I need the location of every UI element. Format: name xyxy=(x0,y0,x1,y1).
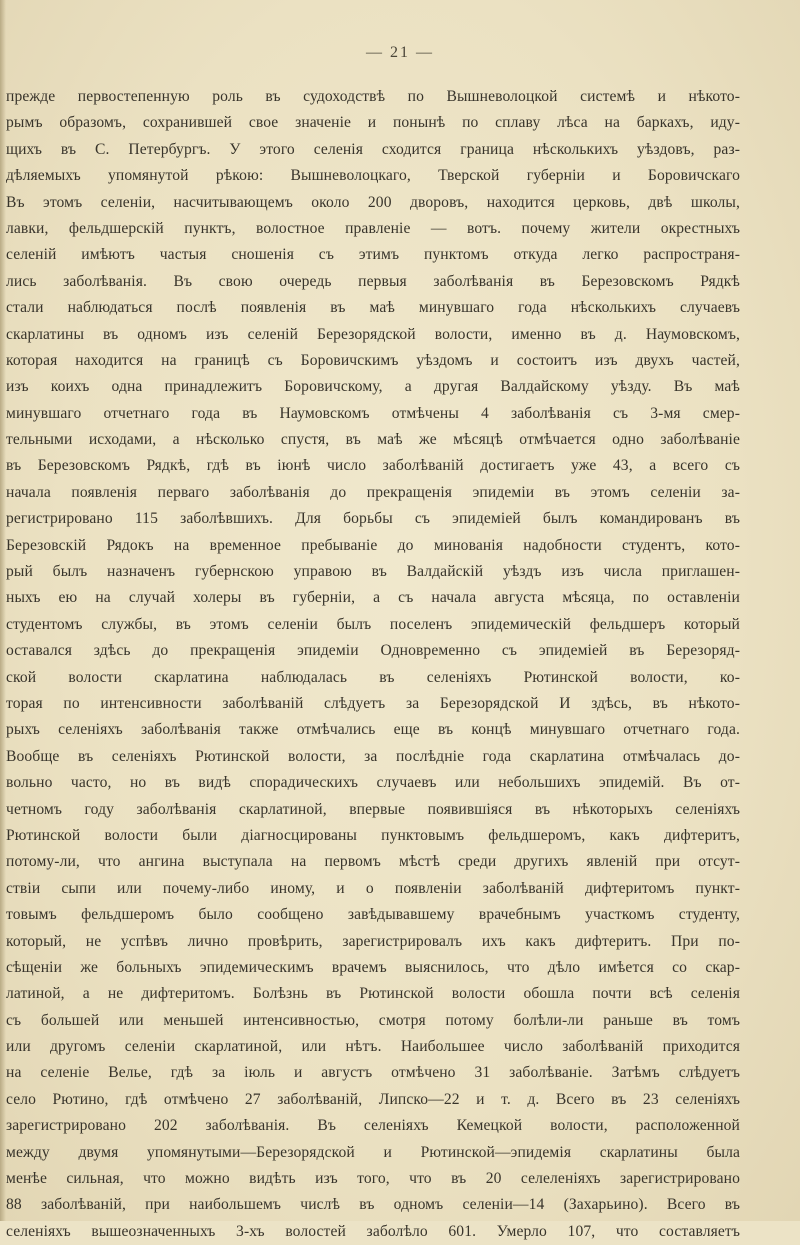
text-line: зарегистрировано 202 заболѣванія. Въ селеніяхъ Кемецкой волости, расположенной xyxy=(6,1117,740,1135)
text-line: скарлатины въ одномъ изъ селеній Березорядской волости, именно въ д. Наумовскомъ, xyxy=(6,325,740,343)
text-line: рый былъ назначенъ губернскою управою въ Валдайскій уѣздъ изъ числа приглашен- xyxy=(6,563,740,581)
text-line: ныхъ ею на случай холеры въ губерніи, а съ начала августа мѣсяца, по оставленіи xyxy=(6,589,740,607)
text-line: стали наблюдаться послѣ появленія въ маѣ минувшаго года нѣсколькихъ случаевъ xyxy=(6,299,740,317)
text-line: дѣляемыхъ упомянутой рѣкою: Вышневолоцкаго, Тверской губерніи и Боровичскаго xyxy=(6,167,740,185)
text-line: съ большей или меньшей интенсивностью, смотря потому болѣли-ли раньше въ томъ xyxy=(6,1011,740,1029)
text-line: или другомъ селеніи скарлатиной, или нѣтъ. Наибольшее число заболѣваній приходится xyxy=(6,1038,740,1056)
text-line: Березовскій Рядокъ на временное пребываніе до минованія надобности студентъ, кото- xyxy=(6,536,740,554)
page-number: — 21 — xyxy=(366,44,434,61)
text-line: щихъ въ С. Петербургъ. У этого селенія сходится граница нѣсколькихъ уѣздовъ, раз- xyxy=(6,140,740,158)
text-line: рымъ образомъ, сохранившей свое значеніе и понынѣ по сплаву лѣса на баркахъ, иду- xyxy=(6,114,740,132)
text-line: ствіи сыпи или почему-либо иному, и о появленіи заболѣваній дифтеритомъ пункт- xyxy=(6,879,740,897)
text-line: который, не успѣвъ лично провѣрить, зарегистрировалъ ихъ какъ дифтеритъ. При по- xyxy=(6,932,740,950)
text-line: рыхъ селеніяхъ заболѣванія также отмѣчались еще въ концѣ минувшаго отчетнаго года. xyxy=(6,721,740,739)
text-line: село Рютино, гдѣ отмѣчено 27 заболѣваній, Липско—22 и т. д. Всего въ 23 селеніяхъ xyxy=(6,1090,740,1108)
text-line: минувшаго отчетнаго года въ Наумовскомъ отмѣчены 4 заболѣванія съ 3-мя смер- xyxy=(6,404,740,422)
text-line: студентомъ службы, въ этомъ селеніи былъ поселенъ эпидемическій фельдшеръ который xyxy=(6,615,740,633)
text-line: лись заболѣванія. Въ свою очередь первыя заболѣванія въ Березовскомъ Рядкѣ xyxy=(6,272,740,290)
text-line: 88 заболѣваній, при наибольшемъ числѣ въ одномъ селеніи—14 (Захарьино). Всего въ xyxy=(6,1196,740,1214)
text-line: торая по интенсивности заболѣваній слѣдуетъ за Березорядской И здѣсь, въ нѣкото- xyxy=(6,694,740,712)
text-line: Въ этомъ селеніи, насчитывающемъ около 200 дворовъ, находится церковь, двѣ школы, xyxy=(6,193,740,211)
text-line: между двумя упомянутыми—Березорядской и Рютинской—эпидемія скарлатины была xyxy=(6,1143,740,1161)
text-line: въ Березовскомъ Рядкѣ, гдѣ въ іюнѣ число заболѣваній достигаетъ уже 43, а всего съ xyxy=(6,457,740,475)
text-line: регистрировано 115 заболѣвшихъ. Для борьбы съ эпидеміей былъ командированъ въ xyxy=(6,510,740,528)
text-line: четномъ году заболѣванія скарлатиной, впервые появившіяся въ нѣкоторыхъ селеніяхъ xyxy=(6,800,740,818)
text-line: латиной, а не дифтеритомъ. Болѣзнь въ Рютинской волости обошла почти всѣ селенія xyxy=(6,985,740,1003)
text-line: селеній имѣютъ частыя сношенія съ этимъ пунктомъ откуда легко распространя- xyxy=(6,246,740,264)
text-line: изъ коихъ одна принадлежитъ Боровичскому, а другая Валдайскому уѣзду. Въ маѣ xyxy=(6,378,740,396)
text-line: прежде первостепенную роль въ судоходствѣ по Вышневолоцкой системѣ и нѣкото- xyxy=(6,88,740,105)
text-line: которая находится на границѣ съ Боровичскимъ уѣздомъ и состоитъ изъ двухъ частей, xyxy=(6,351,740,369)
text-line: потому-ли, что ангина выступала на первомъ мѣстѣ среди другихъ явленій при отсут- xyxy=(6,853,740,871)
text-line: Рютинской волости были діагносцированы пунктовымъ фельдшеромъ, какъ дифтеритъ, xyxy=(6,826,740,844)
text-line: тельными исходами, а нѣсколько спустя, въ маѣ же мѣсяцѣ отмѣчается одно заболѣваніе xyxy=(6,431,740,449)
text-line: селеніяхъ вышеозначенныхъ 3-хъ волостей заболѣло 601. Умерло 107, что составляетъ xyxy=(6,1222,740,1240)
text-line: на селеніе Велье, гдѣ за іюль и августъ отмѣчено 31 заболѣваніе. Затѣмъ слѣдуетъ xyxy=(6,1064,740,1082)
text-line: сѣщеніи же больныхъ эпидемическимъ врачемъ выяснилось, что дѣло имѣется со скар- xyxy=(6,958,740,976)
text-line: вольно часто, но въ видѣ спорадическихъ случаевъ или небольшихъ эпидемій. Въ от- xyxy=(6,774,740,792)
text-line: товымъ фельдшеромъ было сообщено завѣдывавшему врачебнымъ участкомъ студенту, xyxy=(6,906,740,924)
text-line: менѣе сильная, что можно видѣть изъ того, что въ 20 селеленіяхъ зарегистрировано xyxy=(6,1170,740,1188)
text-line: ской волости скарлатина наблюдалась въ селеніяхъ Рютинской волости, ко- xyxy=(6,668,740,686)
body-text xyxy=(6,84,740,1245)
text-line: лавки, фельдшерскій пунктъ, волостное правленіе — вотъ. почему жители окрестныхъ xyxy=(6,219,740,237)
text-line: оставался здѣсь до прекращенія эпидеміи Одновременно съ эпидеміей въ Березоряд- xyxy=(6,642,740,660)
text-line: начала появленія перваго заболѣванія до прекращенія эпидеміи въ этомъ селеніи за- xyxy=(6,483,740,501)
text-line: Вообще въ селеніяхъ Рютинской волости, за послѣдніе года скарлатина отмѣчалась до- xyxy=(6,747,740,765)
